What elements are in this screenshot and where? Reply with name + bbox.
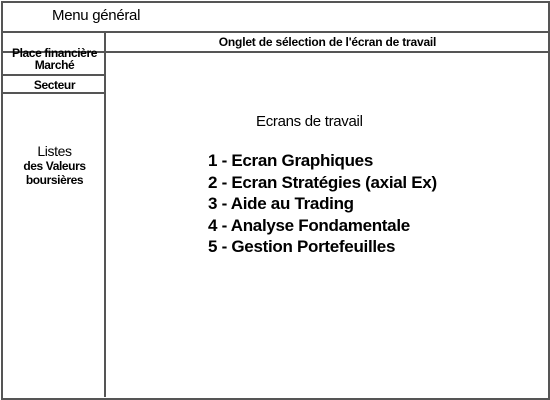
market-selector[interactable] bbox=[3, 47, 106, 71]
sector-divider bbox=[3, 92, 106, 94]
workspace-item-strategies[interactable]: 2 - Ecran Stratégies (axial Ex) bbox=[208, 172, 437, 192]
sector-selector[interactable] bbox=[3, 79, 106, 91]
place-label: Place financière bbox=[12, 46, 97, 60]
main-menu[interactable]: Menu général bbox=[52, 7, 141, 24]
stock-lists-panel[interactable] bbox=[3, 143, 106, 187]
lists-label-line1: Listes bbox=[37, 143, 72, 159]
market-label: Marché bbox=[34, 58, 75, 72]
workspace-item-fundamental-analysis[interactable]: 4 - Analyse Fondamentale bbox=[208, 215, 410, 235]
workspace-screen-list bbox=[208, 150, 437, 258]
workspace-item-portfolio-management[interactable]: 5 - Gestion Portefeuilles bbox=[208, 237, 396, 256]
workspace-item-trading-aid[interactable]: 3 - Aide au Trading bbox=[208, 194, 354, 213]
menu-divider bbox=[3, 31, 548, 33]
sector-label: Secteur bbox=[33, 78, 76, 92]
lists-label-line3: boursières bbox=[25, 173, 84, 187]
workspace-title: Ecrans de travail bbox=[256, 113, 363, 130]
workspace-item-charts[interactable]: 1 - Ecran Graphiques bbox=[208, 151, 373, 170]
lists-label-line2: des Valeurs bbox=[23, 159, 86, 173]
place-divider bbox=[3, 74, 106, 76]
workspace-tab-selector[interactable]: Onglet de sélection de l'écran de travail bbox=[218, 35, 437, 49]
